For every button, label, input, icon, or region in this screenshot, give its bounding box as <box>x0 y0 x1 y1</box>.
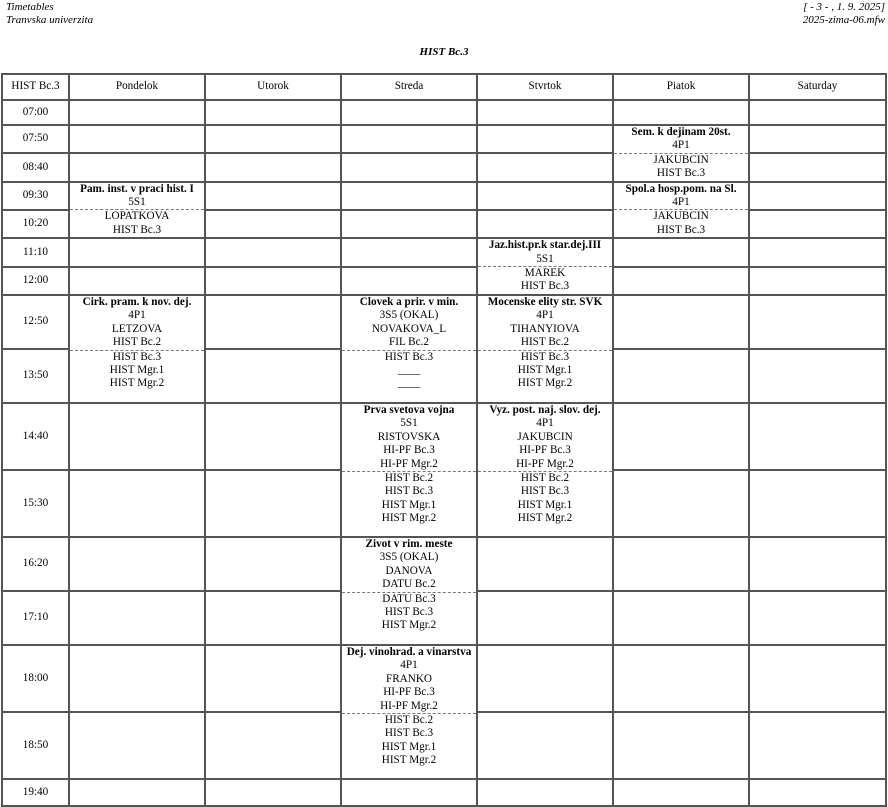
empty-cell <box>749 125 886 153</box>
empty-cell <box>205 125 341 153</box>
corner-label: HIST Bc.3 <box>2 74 69 100</box>
event-group: HIST Mgr.2 <box>381 754 437 767</box>
event-teacher: JAKUBCIN <box>614 209 748 223</box>
event-group: HIST Mgr.1 <box>381 740 437 753</box>
empty-cell <box>69 779 205 806</box>
day-header-streda: Streda <box>341 74 477 100</box>
event-room: 4P1 <box>536 417 554 430</box>
date-range: [ - 3 - , 1. 9. 2025] <box>803 1 885 13</box>
event-group: HI-PF Mgr.2 <box>380 457 438 470</box>
empty-cell <box>477 645 613 712</box>
event-group: HI-PF Bc.3 <box>383 444 435 457</box>
empty-cell <box>205 779 341 806</box>
event-cell[interactable] <box>341 645 477 779</box>
time-row <box>2 100 886 125</box>
event-teacher: DANOVA <box>385 564 433 577</box>
empty-cell <box>69 153 205 181</box>
empty-cell <box>69 537 205 591</box>
event-cell[interactable] <box>613 125 749 182</box>
time-label: 12:50 <box>2 295 69 349</box>
time-row <box>2 645 886 712</box>
event-group: HIST Bc.3 <box>656 167 706 180</box>
time-row <box>2 238 886 266</box>
event-cell[interactable] <box>69 295 205 403</box>
event-teacher: NOVAKOVA_L <box>371 322 447 335</box>
time-label: 07:50 <box>2 125 69 153</box>
empty-cell <box>69 267 205 295</box>
empty-cell <box>341 267 477 295</box>
empty-cell <box>341 153 477 181</box>
event-group: HIST Bc.3 <box>384 727 434 740</box>
app-title: Timetables <box>6 1 54 13</box>
event-group: HIST Mgr.2 <box>109 377 165 390</box>
empty-cell <box>749 591 886 645</box>
empty-cell <box>477 182 613 210</box>
time-label: 16:20 <box>2 537 69 591</box>
time-row <box>2 403 886 470</box>
event-group: HI-PF Mgr.2 <box>516 457 574 470</box>
empty-cell <box>749 645 886 712</box>
empty-cell <box>205 153 341 181</box>
time-label: 14:40 <box>2 403 69 470</box>
event-group: HIST Bc.3 <box>478 350 612 364</box>
event-group: HIST Bc.2 <box>342 471 476 485</box>
time-label: 11:10 <box>2 238 69 266</box>
event-group: DATU Bc.2 <box>382 578 436 591</box>
empty-cell <box>613 712 749 779</box>
event-room: 5S1 <box>400 417 418 430</box>
event-title: Mocenske elity str. SVK <box>487 295 603 308</box>
empty-cell <box>749 182 886 210</box>
empty-cell <box>205 210 341 238</box>
event-group: HIST Bc.2 <box>112 336 162 349</box>
page-title: HIST Bc.3 <box>419 46 469 58</box>
empty-cell <box>749 470 886 537</box>
event-group: DATU Bc.3 <box>342 592 476 606</box>
empty-cell <box>205 267 341 295</box>
empty-cell <box>205 295 341 349</box>
empty-cell <box>341 182 477 210</box>
event-cell[interactable] <box>477 403 613 537</box>
file-name: 2025-zima-06.mfw <box>802 14 885 26</box>
time-label: 15:30 <box>2 470 69 537</box>
empty-cell <box>69 645 205 712</box>
event-group: HIST Mgr.1 <box>109 363 165 376</box>
empty-cell <box>477 779 613 806</box>
empty-cell <box>749 779 886 806</box>
event-title: Cirk. pram. k nov. dej. <box>82 295 192 308</box>
event-group: HIST Bc.3 <box>384 485 434 498</box>
empty-cell <box>341 238 477 266</box>
event-group: HIST Bc.2 <box>342 713 476 727</box>
event-group: ____ <box>397 377 421 390</box>
event-teacher: MAREK <box>478 266 612 280</box>
empty-cell <box>749 537 886 591</box>
time-label: 13:50 <box>2 349 69 403</box>
empty-cell <box>69 238 205 266</box>
event-cell[interactable] <box>477 295 613 403</box>
empty-cell <box>749 100 886 125</box>
event-group: HIST Bc.3 <box>70 350 204 364</box>
event-room: 5S1 <box>536 252 554 265</box>
time-label: 10:20 <box>2 210 69 238</box>
empty-cell <box>69 712 205 779</box>
empty-cell <box>613 645 749 712</box>
header-right <box>803 1 885 27</box>
empty-cell <box>477 100 613 125</box>
empty-cell <box>749 349 886 403</box>
empty-cell <box>477 153 613 181</box>
event-room: 3S5 (OKAL) <box>379 551 439 564</box>
event-room: 4P1 <box>672 196 690 209</box>
empty-cell <box>341 779 477 806</box>
event-teacher: TIHANYIOVA <box>510 322 580 335</box>
empty-cell <box>341 125 477 153</box>
empty-cell <box>477 210 613 238</box>
empty-cell <box>205 712 341 779</box>
event-title: Jaz.hist.pr.k star.dej.III <box>488 239 602 252</box>
event-group: HIST Bc.3 <box>520 485 570 498</box>
event-group: HIST Mgr.2 <box>381 512 437 525</box>
event-group: HIST Bc.3 <box>520 280 570 293</box>
event-title: Vyz. post. naj. slov. dej. <box>489 403 601 416</box>
event-group: HIST Bc.2 <box>520 336 570 349</box>
event-title: Spol.a hosp.pom. na Sl. <box>625 182 737 195</box>
empty-cell <box>613 591 749 645</box>
time-row <box>2 295 886 349</box>
time-label: 17:10 <box>2 591 69 645</box>
event-group: HIST Bc.2 <box>478 471 612 485</box>
event-group: HIST Mgr.1 <box>381 498 437 511</box>
empty-cell <box>205 645 341 712</box>
event-cell[interactable] <box>613 182 749 239</box>
empty-cell <box>205 100 341 125</box>
empty-cell <box>69 403 205 470</box>
empty-cell <box>205 470 341 537</box>
event-group: HIST Bc.3 <box>342 350 476 364</box>
timetable <box>1 73 887 807</box>
event-teacher: LOPATKOVA <box>70 209 204 223</box>
event-room: 4P1 <box>536 309 554 322</box>
header-left <box>6 1 93 27</box>
empty-cell <box>613 295 749 349</box>
time-row <box>2 267 886 295</box>
empty-cell <box>205 182 341 210</box>
day-header-piatok: Piatok <box>613 74 749 100</box>
event-title: Clovek a prir. v min. <box>359 295 459 308</box>
event-cell[interactable] <box>477 238 613 295</box>
event-group: HIST Bc.3 <box>656 223 706 236</box>
empty-cell <box>749 712 886 779</box>
empty-cell <box>613 537 749 591</box>
day-header-pondelok: Pondelok <box>69 74 205 100</box>
event-group: ____ <box>397 363 421 376</box>
event-group: HI-PF Mgr.2 <box>380 699 438 712</box>
event-room: 4P1 <box>128 309 146 322</box>
event-teacher: FRANKO <box>385 672 432 685</box>
empty-cell <box>613 403 749 470</box>
event-title: Pam. inst. v praci hist. I <box>80 182 194 195</box>
empty-cell <box>477 591 613 645</box>
event-group: HIST Mgr.1 <box>517 363 573 376</box>
empty-cell <box>613 100 749 125</box>
empty-cell <box>69 470 205 537</box>
empty-cell <box>477 537 613 591</box>
time-label: 18:00 <box>2 645 69 712</box>
event-room: 4P1 <box>400 659 418 672</box>
event-room: 3S5 (OKAL) <box>379 309 439 322</box>
event-group: HIST Bc.3 <box>384 605 434 618</box>
event-room: 5S1 <box>128 196 146 209</box>
time-label: 09:30 <box>2 182 69 210</box>
empty-cell <box>341 210 477 238</box>
day-header-row <box>2 74 886 100</box>
time-label: 08:40 <box>2 153 69 181</box>
event-teacher: JAKUBCIN <box>517 430 573 443</box>
day-header-saturday: Saturday <box>749 74 886 100</box>
time-label: 07:00 <box>2 100 69 125</box>
institution-name: Tranvska univerzita <box>6 14 94 26</box>
empty-cell <box>749 153 886 181</box>
event-room: 4P1 <box>672 139 690 152</box>
event-group: HI-PF Bc.3 <box>383 686 435 699</box>
event-group: HIST Mgr.2 <box>517 377 573 390</box>
empty-cell <box>749 238 886 266</box>
empty-cell <box>205 349 341 403</box>
event-group: FIL Bc.2 <box>389 336 429 349</box>
event-teacher: RISTOVSKA <box>377 430 441 443</box>
event-cell[interactable] <box>69 182 205 239</box>
empty-cell <box>69 100 205 125</box>
empty-cell <box>613 470 749 537</box>
event-title: Sem. k dejinam 20st. <box>631 126 731 138</box>
empty-cell <box>205 537 341 591</box>
empty-cell <box>205 238 341 266</box>
empty-cell <box>613 238 749 266</box>
time-row <box>2 153 886 181</box>
time-row <box>2 125 886 153</box>
event-title: Dej. vinohrad. a vinarstva <box>346 645 472 658</box>
empty-cell <box>613 349 749 403</box>
event-group: HIST Mgr.2 <box>517 512 573 525</box>
day-header-utorok: Utorok <box>205 74 341 100</box>
empty-cell <box>205 403 341 470</box>
empty-cell <box>477 712 613 779</box>
empty-cell <box>205 591 341 645</box>
event-title: Prva svetova vojna <box>363 403 455 416</box>
event-cell[interactable] <box>341 295 477 403</box>
event-teacher: JAKUBCIN <box>614 153 748 167</box>
empty-cell <box>69 591 205 645</box>
event-cell[interactable] <box>341 537 477 645</box>
empty-cell <box>749 267 886 295</box>
empty-cell <box>613 267 749 295</box>
event-teacher: LETZOVA <box>111 322 163 335</box>
event-group: HIST Bc.3 <box>112 223 162 236</box>
empty-cell <box>477 125 613 153</box>
empty-cell <box>341 100 477 125</box>
empty-cell <box>749 210 886 238</box>
time-label: 19:40 <box>2 779 69 806</box>
time-row <box>2 182 886 210</box>
empty-cell <box>69 125 205 153</box>
time-row <box>2 537 886 591</box>
time-row <box>2 779 886 806</box>
event-title: Zivot v rim. meste <box>365 537 453 550</box>
empty-cell <box>749 295 886 349</box>
empty-cell <box>613 779 749 806</box>
event-group: HI-PF Bc.3 <box>519 444 571 457</box>
day-header-stvrtok: Stvrtok <box>477 74 613 100</box>
event-group: HIST Mgr.1 <box>517 498 573 511</box>
empty-cell <box>749 403 886 470</box>
event-cell[interactable] <box>341 403 477 537</box>
time-label: 12:00 <box>2 267 69 295</box>
event-group: HIST Mgr.2 <box>381 619 437 632</box>
time-label: 18:50 <box>2 712 69 779</box>
